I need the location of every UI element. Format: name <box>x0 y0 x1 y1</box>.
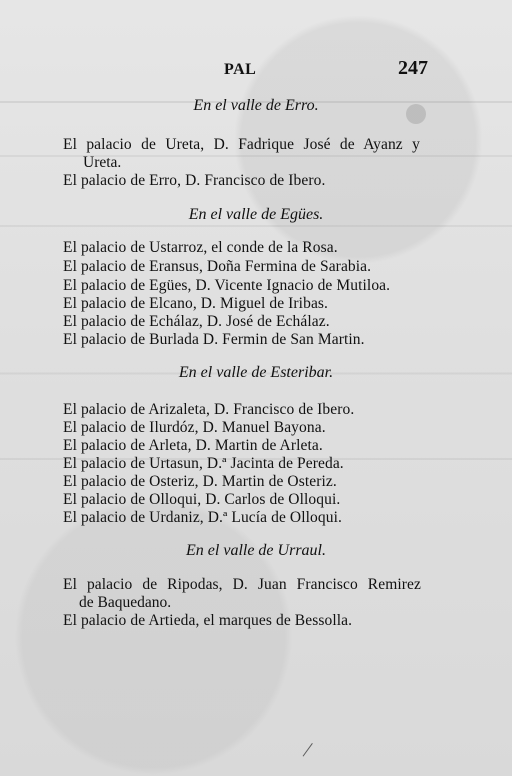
entry-line: El palacio de Urdaniz, D.ª Lucía de Olloqui. <box>63 509 342 526</box>
section-heading-esteribar: En el valle de Esteribar. <box>178 364 334 381</box>
entry-line: El palacio de Arizaleta, D. Francisco de Ibero. <box>63 401 355 418</box>
entry-continuation: Ureta. <box>83 154 122 171</box>
entry-line: El palacio de Arleta, D. Martin de Arleta. <box>63 437 323 454</box>
entry-line: El palacio de Ripodas, D. Juan Francisco Remirez <box>63 576 421 593</box>
entry-line: El palacio de Ilurdóz, D. Manuel Bayona. <box>63 419 326 436</box>
entry-line: El palacio de Erro, D. Francisco de Ibero. <box>63 172 326 189</box>
page-number: 247 <box>398 57 428 79</box>
entry-line: El palacio de Olloqui, D. Carlos de Olloqui. <box>63 491 341 508</box>
section-heading-egues: En el valle de Egües. <box>188 206 324 223</box>
entry-line: El palacio de Artieda, el marques de Bessolla. <box>63 612 353 629</box>
entry-line: El palacio de Egües, D. Vicente Ignacio de Mutiloa. <box>63 277 391 294</box>
section-heading-erro: En el valle de Erro. <box>193 97 319 114</box>
entry-line: El palacio de Urtasun, D.ª Jacinta de Pereda. <box>63 455 344 472</box>
entry-line: El palacio de Burlada D. Fermin de San Martin. <box>63 331 365 348</box>
entry-line: El palacio de Ustarroz, el conde de la Rosa. <box>63 239 338 256</box>
section-heading-urraul: En el valle de Urraul. <box>186 542 326 559</box>
entry-line: El palacio de Elcano, D. Miguel de Iribas. <box>63 295 329 312</box>
entry-line: El palacio de Osteriz, D. Martin de Osteriz. <box>63 473 337 490</box>
entry-continuation: de Baquedano. <box>79 594 172 611</box>
entry-line: El palacio de Echálaz, D. José de Echálaz. <box>63 313 330 330</box>
running-head: PAL <box>224 61 257 78</box>
entry-line: El palacio de Ureta, D. Fadrique José de Ayanz y <box>63 136 420 153</box>
entry-line: El palacio de Eransus, Doña Fermina de Sarabia. <box>63 258 372 275</box>
